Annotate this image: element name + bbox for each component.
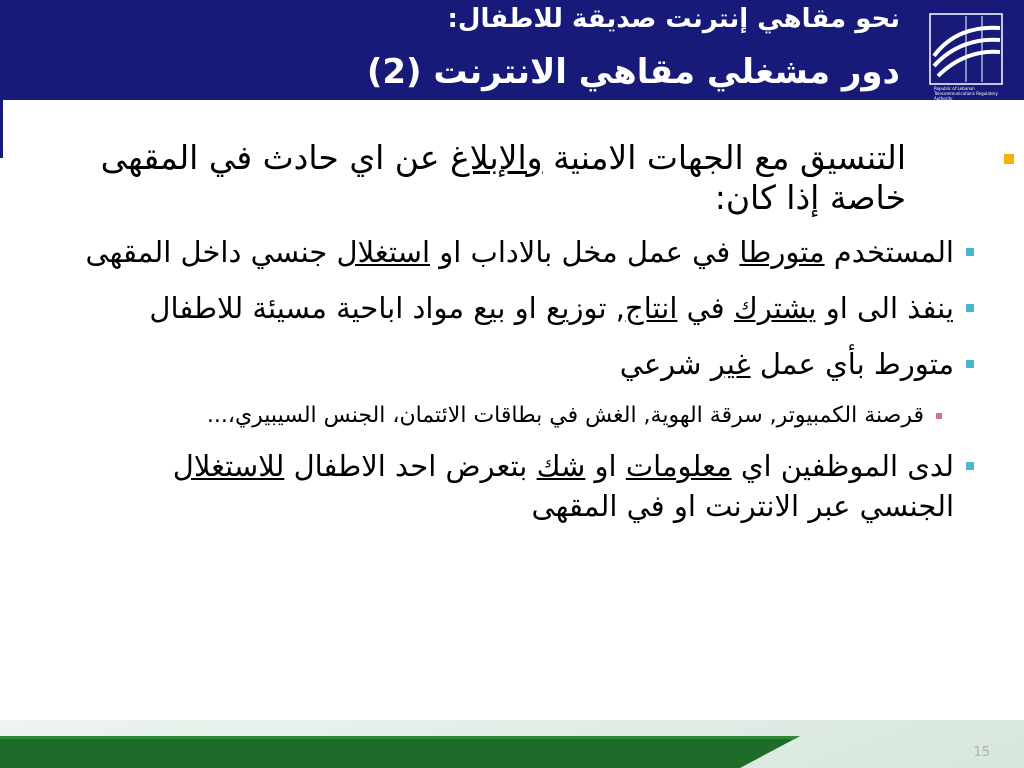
- item-text: عن اي حادث في المقهى خاصة إذا كان:: [100, 138, 906, 217]
- underlined-word: استغلال: [336, 235, 431, 269]
- underlined-word: يشترك: [733, 291, 817, 325]
- item-text: شرعي: [619, 347, 711, 381]
- underlined-word: متورطا: [739, 235, 825, 269]
- sub-bullet-staff-info: [74, 446, 954, 526]
- tra-logo-icon: [926, 12, 1004, 90]
- underlined-word: شك: [536, 449, 586, 483]
- item-text: او: [585, 449, 626, 483]
- bullet-item-coordination: [74, 138, 954, 218]
- item-text: المستخدم: [824, 235, 954, 269]
- sub-bullet-user-involved: [74, 232, 954, 272]
- square-bullet-icon: [936, 413, 942, 419]
- footer-stripe: [0, 720, 1024, 768]
- underlined-word: غير: [710, 347, 751, 381]
- item-text: قرصنة الكمبيوتر, سرقة الهوية, الغش في بطاقات الائتمان، الجنس السيبيري،...: [206, 403, 924, 428]
- square-bullet-icon: [966, 248, 974, 256]
- item-text: في عمل مخل بالاداب او: [430, 235, 740, 269]
- underlined-word: معلومات: [625, 449, 732, 483]
- item-text: متورط بأي عمل: [750, 347, 954, 381]
- item-text: بتعرض احد الاطفال: [284, 449, 537, 483]
- item-text: جنسي داخل المقهى: [85, 235, 337, 269]
- item-text: , توزيع او بيع مواد اباحية مسيئة للاطفال: [149, 291, 625, 325]
- underlined-word: انتاج: [624, 291, 678, 325]
- title-band-edge: [0, 100, 3, 158]
- underlined-word: للاستغلال: [172, 449, 285, 483]
- logo-caption: Republic of Lebanon Telecommunications Regulatory Authority: [934, 86, 998, 101]
- item-text: ينفذ الى او: [816, 291, 954, 325]
- item-text: لدى الموظفين اي: [731, 449, 954, 483]
- page-number: 15: [973, 745, 990, 760]
- slide-title: دور مشغلي مقاهي الانترنت (2): [366, 52, 900, 92]
- slide-body: [74, 138, 954, 542]
- square-bullet-icon: [966, 360, 974, 368]
- item-text: التنسيق مع الجهات الامنية: [542, 138, 906, 177]
- slide-subtitle: نحو مقاهي إنترنت صديقة للاطفال:: [447, 4, 900, 34]
- sub-bullet-production: [74, 288, 954, 328]
- underlined-word: والإبلاغ: [450, 138, 543, 177]
- square-bullet-icon: [966, 304, 974, 312]
- sub-sub-bullet-examples: [74, 400, 924, 432]
- item-text: في: [677, 291, 734, 325]
- item-text: الجنسي عبر الانترنت او في المقهى: [531, 489, 954, 523]
- square-bullet-icon: [1004, 154, 1014, 164]
- square-bullet-icon: [966, 462, 974, 470]
- sub-bullet-illegal-act: [74, 344, 954, 384]
